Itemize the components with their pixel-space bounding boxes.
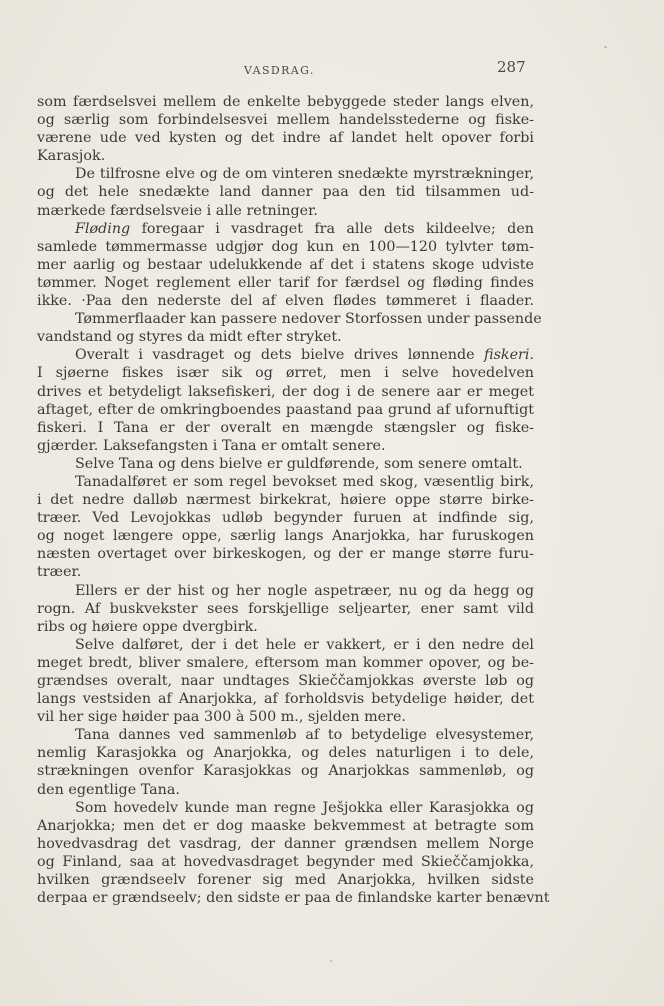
text-line [37,654,534,672]
line-text: Selve dalføret, der i det hele er vakkert, er i den nedre del [75,636,534,653]
text-line [37,129,534,147]
line-text: Karasjok. [37,148,106,165]
text-line [37,183,534,201]
line-text: og noget længere oppe, særlig langs Anarjokka, har furuskogen [37,528,534,545]
page-number: 287 [497,58,526,76]
line-text: hovedvasdrag det vasdrag, der danner grændsen mellem Norge [37,835,534,852]
text-line [37,817,534,835]
line-text: og særlig som forbindelsesvei mellem handelsstederne og fiske- [37,112,534,129]
line-text: rogn. Af buskvekster sees forskjellige seljearter, ener samt vild [37,600,534,617]
line-text: Tømmerflaader kan passere nedover Storfossen under passende [75,311,542,328]
text-line [37,274,534,292]
line-text: fiskeri. I Tana er der overalt en mængde stængsler og fiske- [37,419,534,436]
line-text: værene ude ved kysten og det indre af landet helt opover forbi [37,130,534,147]
line-text: Som hovedelv kunde man regne Ješjokka eller Karasjokka og [75,799,534,816]
text-line [37,292,534,310]
text-line [37,220,534,238]
line-text: træer. [37,564,82,581]
text-line [37,111,534,129]
line-text: Overalt i vasdraget og dets bielve drives lønnende [75,347,485,364]
line-text: nemlig Karasjokka og Anarjokka, og deles naturligen i to dele, [37,745,534,762]
line-text: mærkede færdselsveie i alle retninger. [37,202,318,219]
text-line [37,889,550,907]
line-text: I sjøerne fiskes især sik og ørret, men i selve hovedelven [37,365,534,382]
italic-term: Fløding [75,220,131,237]
text-line [37,383,534,401]
text-line [37,509,534,527]
line-text: træer. Ved Levojokkas udløb begynder furuen at indfinde sig, [37,510,534,527]
text-line [37,147,534,165]
text-line [37,238,534,256]
text-line [37,600,534,618]
line-text: foregaar i vasdraget fra alle dets kildeelve; den [130,220,534,237]
line-text: vil her sige høider paa 300 à 500 m., sjelden mere. [37,709,406,726]
text-line [37,618,534,636]
text-line [37,364,534,382]
text-line [37,328,534,346]
text-line [37,853,534,871]
text-line [37,527,534,545]
text-line [37,871,534,889]
text-line [37,256,534,274]
text-line [37,781,534,799]
line-text: Tana dannes ved sammenløb af to betydelige elvesystemer, [75,727,534,744]
text-line [37,202,534,220]
line-text: aftaget, efter de omkringboendes paastand paa grund af ufornuftigt [37,401,534,418]
line-text: ribs og høiere oppe dvergbirk. [37,618,258,635]
text-line [37,672,534,690]
text-line [37,799,534,817]
text-line [37,762,534,780]
text-line [37,835,534,853]
text-line [37,473,534,491]
print-speck [604,46,607,48]
line-text: den egentlige Tana. [37,781,180,798]
text-line [37,419,534,437]
text-line [37,455,534,473]
line-text: næsten overtaget over birkeskogen, og der er mange større furu- [37,546,534,563]
text-line [37,310,542,328]
body-text [37,93,550,907]
line-text: tømmer. Noget reglement eller tarif for færdsel og fløding findes [37,274,534,291]
line-text: strækningen ovenfor Karasjokkas og Anarjokkas sammenløb, og [37,763,534,780]
text-line [37,491,534,509]
text-line [37,165,534,183]
text-line [37,346,534,364]
line-text: mer aarlig og bestaar udelukkende af det i statens skoge udviste [37,256,534,273]
text-line [37,582,534,600]
line-text: grændses overalt, naar undtages Skieččamjokkas øverste løb og [37,673,534,689]
line-text: derpaa er grændseelv; den sidste er paa de finlandske karter benævnt [37,890,550,907]
text-line [37,401,534,419]
text-line [37,708,534,726]
line-text: langs vestsiden af Anarjokka, af forholdsvis betydelige høider, det [37,691,534,708]
line-text: vandstand og styres da midt efter stryket. [37,329,342,346]
running-head: VASDRAG. [244,64,315,77]
line-text: Tanadalføret er som regel bevokset med skog, væsentlig birk, [75,473,534,490]
text-line [37,563,534,581]
line-text: De tilfrosne elve og de om vinteren snedækte myrstrækninger, [75,166,534,183]
line-text: og det hele snedækte land danner paa den tid tilsammen ud- [37,184,534,201]
text-line [37,636,534,654]
line-text: i det nedre dalløb nærmest birkekrat, høiere oppe større birke- [37,492,534,509]
line-text: meget bredt, bliver smalere, eftersom man kommer opover, og be- [37,654,534,671]
text-line [37,690,534,708]
italic-term: fiskeri. [484,347,534,364]
line-text: Ellers er der hist og her nogle aspetræer, nu og da hegg og [75,582,534,599]
text-line [37,437,534,455]
line-text: og Finland, saa at hovedvasdraget begynder med Skieččamjokka, [37,853,534,870]
line-text: gjærder. Laksefangsten i Tana er omtalt senere. [37,437,386,454]
print-speck [330,960,332,962]
text-line [37,93,534,111]
line-text: drives et betydeligt laksefiskeri, der dog i de senere aar er meget [37,383,534,400]
text-line [37,545,534,563]
line-text: som færdselsvei mellem de enkelte bebyggede steder langs elven, [37,94,534,110]
line-text: samlede tømmermasse udgjør dog kun en 100—120 tylvter tøm- [37,238,534,255]
line-text: ikke. ·Paa den nederste del af elven flødes tømmeret i flaader. [37,293,534,310]
line-text: hvilken grændseelv forener sig med Anarjokka, hvilken sidste [37,872,534,889]
line-text: Selve Tana og dens bielve er guldførende, som senere omtalt. [75,455,523,472]
text-line [37,726,534,744]
line-text: Anarjokka; men det er dog maaske bekvemmest at betragte som [37,817,534,834]
text-line [37,744,534,762]
